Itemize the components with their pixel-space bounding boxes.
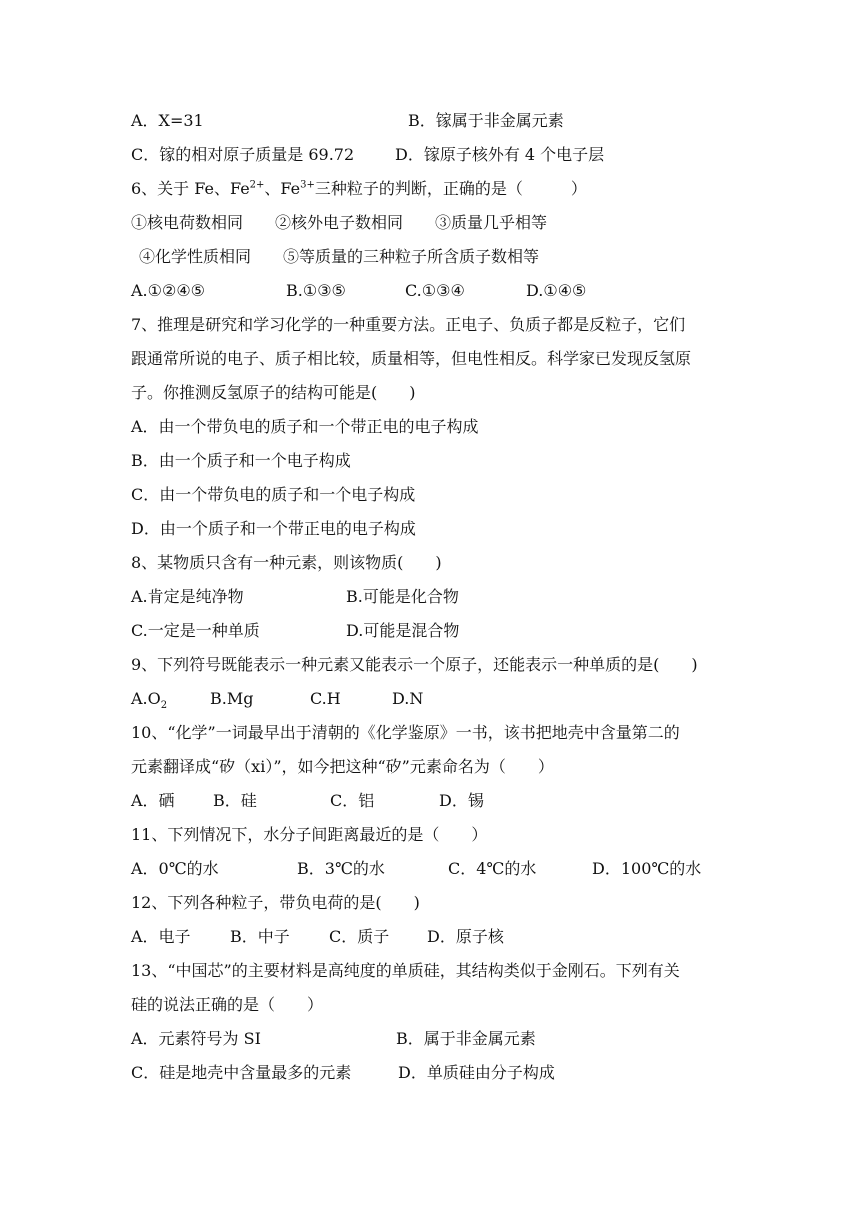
q6-stem-prefix: 6、关于 Fe、Fe (131, 179, 250, 198)
q5-option-a: A．X=31 (131, 111, 204, 130)
q8-option-c: C.一定是一种单质 (131, 621, 260, 640)
q13-option-c: C．硅是地壳中含量最多的元素 (131, 1063, 352, 1082)
q8-option-b: B.可能是化合物 (346, 587, 459, 606)
q11-option-c: C．4℃的水 (448, 859, 537, 878)
q12-option-d: D．原子核 (427, 927, 504, 946)
q9-option-a-subscript: 2 (160, 700, 168, 712)
q5-option-d: D．镓原子核外有 4 个电子层 (395, 145, 605, 164)
q8-option-d: D.可能是混合物 (346, 621, 460, 640)
q10-option-a: A．硒 (131, 791, 175, 810)
q6-option-c: C.①③④ (405, 281, 465, 300)
q6-option-b: B.①③⑤ (286, 281, 346, 300)
q13-stem-line-2: 硅的说法正确的是（ ） (131, 995, 324, 1014)
q6-statements-line-1: ①核电荷数相同 ②核外电子数相同 ③质量几乎相等 (131, 213, 548, 232)
q12-option-c: C．质子 (329, 927, 390, 946)
q13-option-b: B．属于非金属元素 (396, 1029, 536, 1048)
q11-stem: 11、下列情况下，水分子间距离最近的是（ ） (131, 825, 488, 844)
q9-option-d: D.N (392, 689, 424, 708)
q13-option-a: A．元素符号为 SI (131, 1029, 261, 1048)
q6-option-a: A.①②④⑤ (131, 281, 206, 300)
q7-option-a: A．由一个带负电的质子和一个带正电的电子构成 (131, 417, 479, 436)
q11-option-b: B．3℃的水 (297, 859, 385, 878)
q6-stem-mid: 、Fe (264, 179, 301, 198)
q12-option-a: A．电子 (131, 927, 191, 946)
q5-option-c: C．镓的相对原子质量是 69.72 (131, 145, 355, 164)
q13-stem-line-1: 13、“中国芯”的主要材料是高纯度的单质硅，其结构类似于金刚石。下列有关 (131, 961, 680, 980)
q9-option-a (131, 688, 167, 710)
q6-charge-2: 3+ (300, 179, 315, 191)
q7-option-c: C．由一个带负电的质子和一个电子构成 (131, 485, 416, 504)
q7-stem-line-3: 子。你推测反氢原子的结构可能是( ) (131, 383, 416, 402)
q9-option-a-label: A.O (131, 689, 161, 708)
q7-stem-line-1: 7、推理是研究和学习化学的一种重要方法。正电子、负质子都是反粒子，它们 (131, 315, 686, 334)
q10-option-d: D．锡 (439, 791, 484, 810)
q6-stem (131, 178, 587, 200)
q10-option-c: C．铝 (330, 791, 375, 810)
q11-option-d: D．100℃的水 (592, 859, 702, 878)
q8-stem: 8、某物质只含有一种元素，则该物质( ) (131, 553, 442, 572)
q9-option-b: B.Mg (210, 689, 254, 708)
q10-stem-line-1: 10、“化学”一词最早出于清朝的《化学鉴原》一书，该书把地壳中含量第二的 (131, 723, 680, 742)
q6-option-d: D.①④⑤ (526, 281, 587, 300)
q6-stem-suffix: 三种粒子的判断，正确的是（ ） (314, 179, 587, 198)
q10-option-b: B．硅 (213, 791, 257, 810)
q6-charge-1: 2+ (249, 179, 265, 191)
q9-option-c: C.H (310, 689, 341, 708)
q10-stem-line-2: 元素翻译成“矽（xi）”，如今把这种“矽”元素命名为（ ） (131, 757, 554, 776)
q8-option-a: A.肯定是纯净物 (131, 587, 244, 606)
q7-stem-line-2: 跟通常所说的电子、质子相比较，质量相等，但电性相反。科学家已发现反氢原 (131, 349, 692, 368)
q11-option-a: A．0℃的水 (131, 859, 219, 878)
q6-statements-line-2: ④化学性质相同 ⑤等质量的三种粒子所含质子数相等 (139, 247, 540, 266)
q7-option-d: D．由一个质子和一个带正电的电子构成 (131, 519, 416, 538)
q12-option-b: B．中子 (230, 927, 290, 946)
q7-option-b: B．由一个质子和一个电子构成 (131, 451, 351, 470)
q9-stem: 9、下列符号既能表示一种元素又能表示一个原子，还能表示一种单质的是( ) (131, 655, 698, 674)
q12-stem: 12、下列各种粒子，带负电荷的是( ) (131, 893, 420, 912)
q13-option-d: D．单质硅由分子构成 (398, 1063, 555, 1082)
q5-option-b: B．镓属于非金属元素 (408, 111, 564, 130)
